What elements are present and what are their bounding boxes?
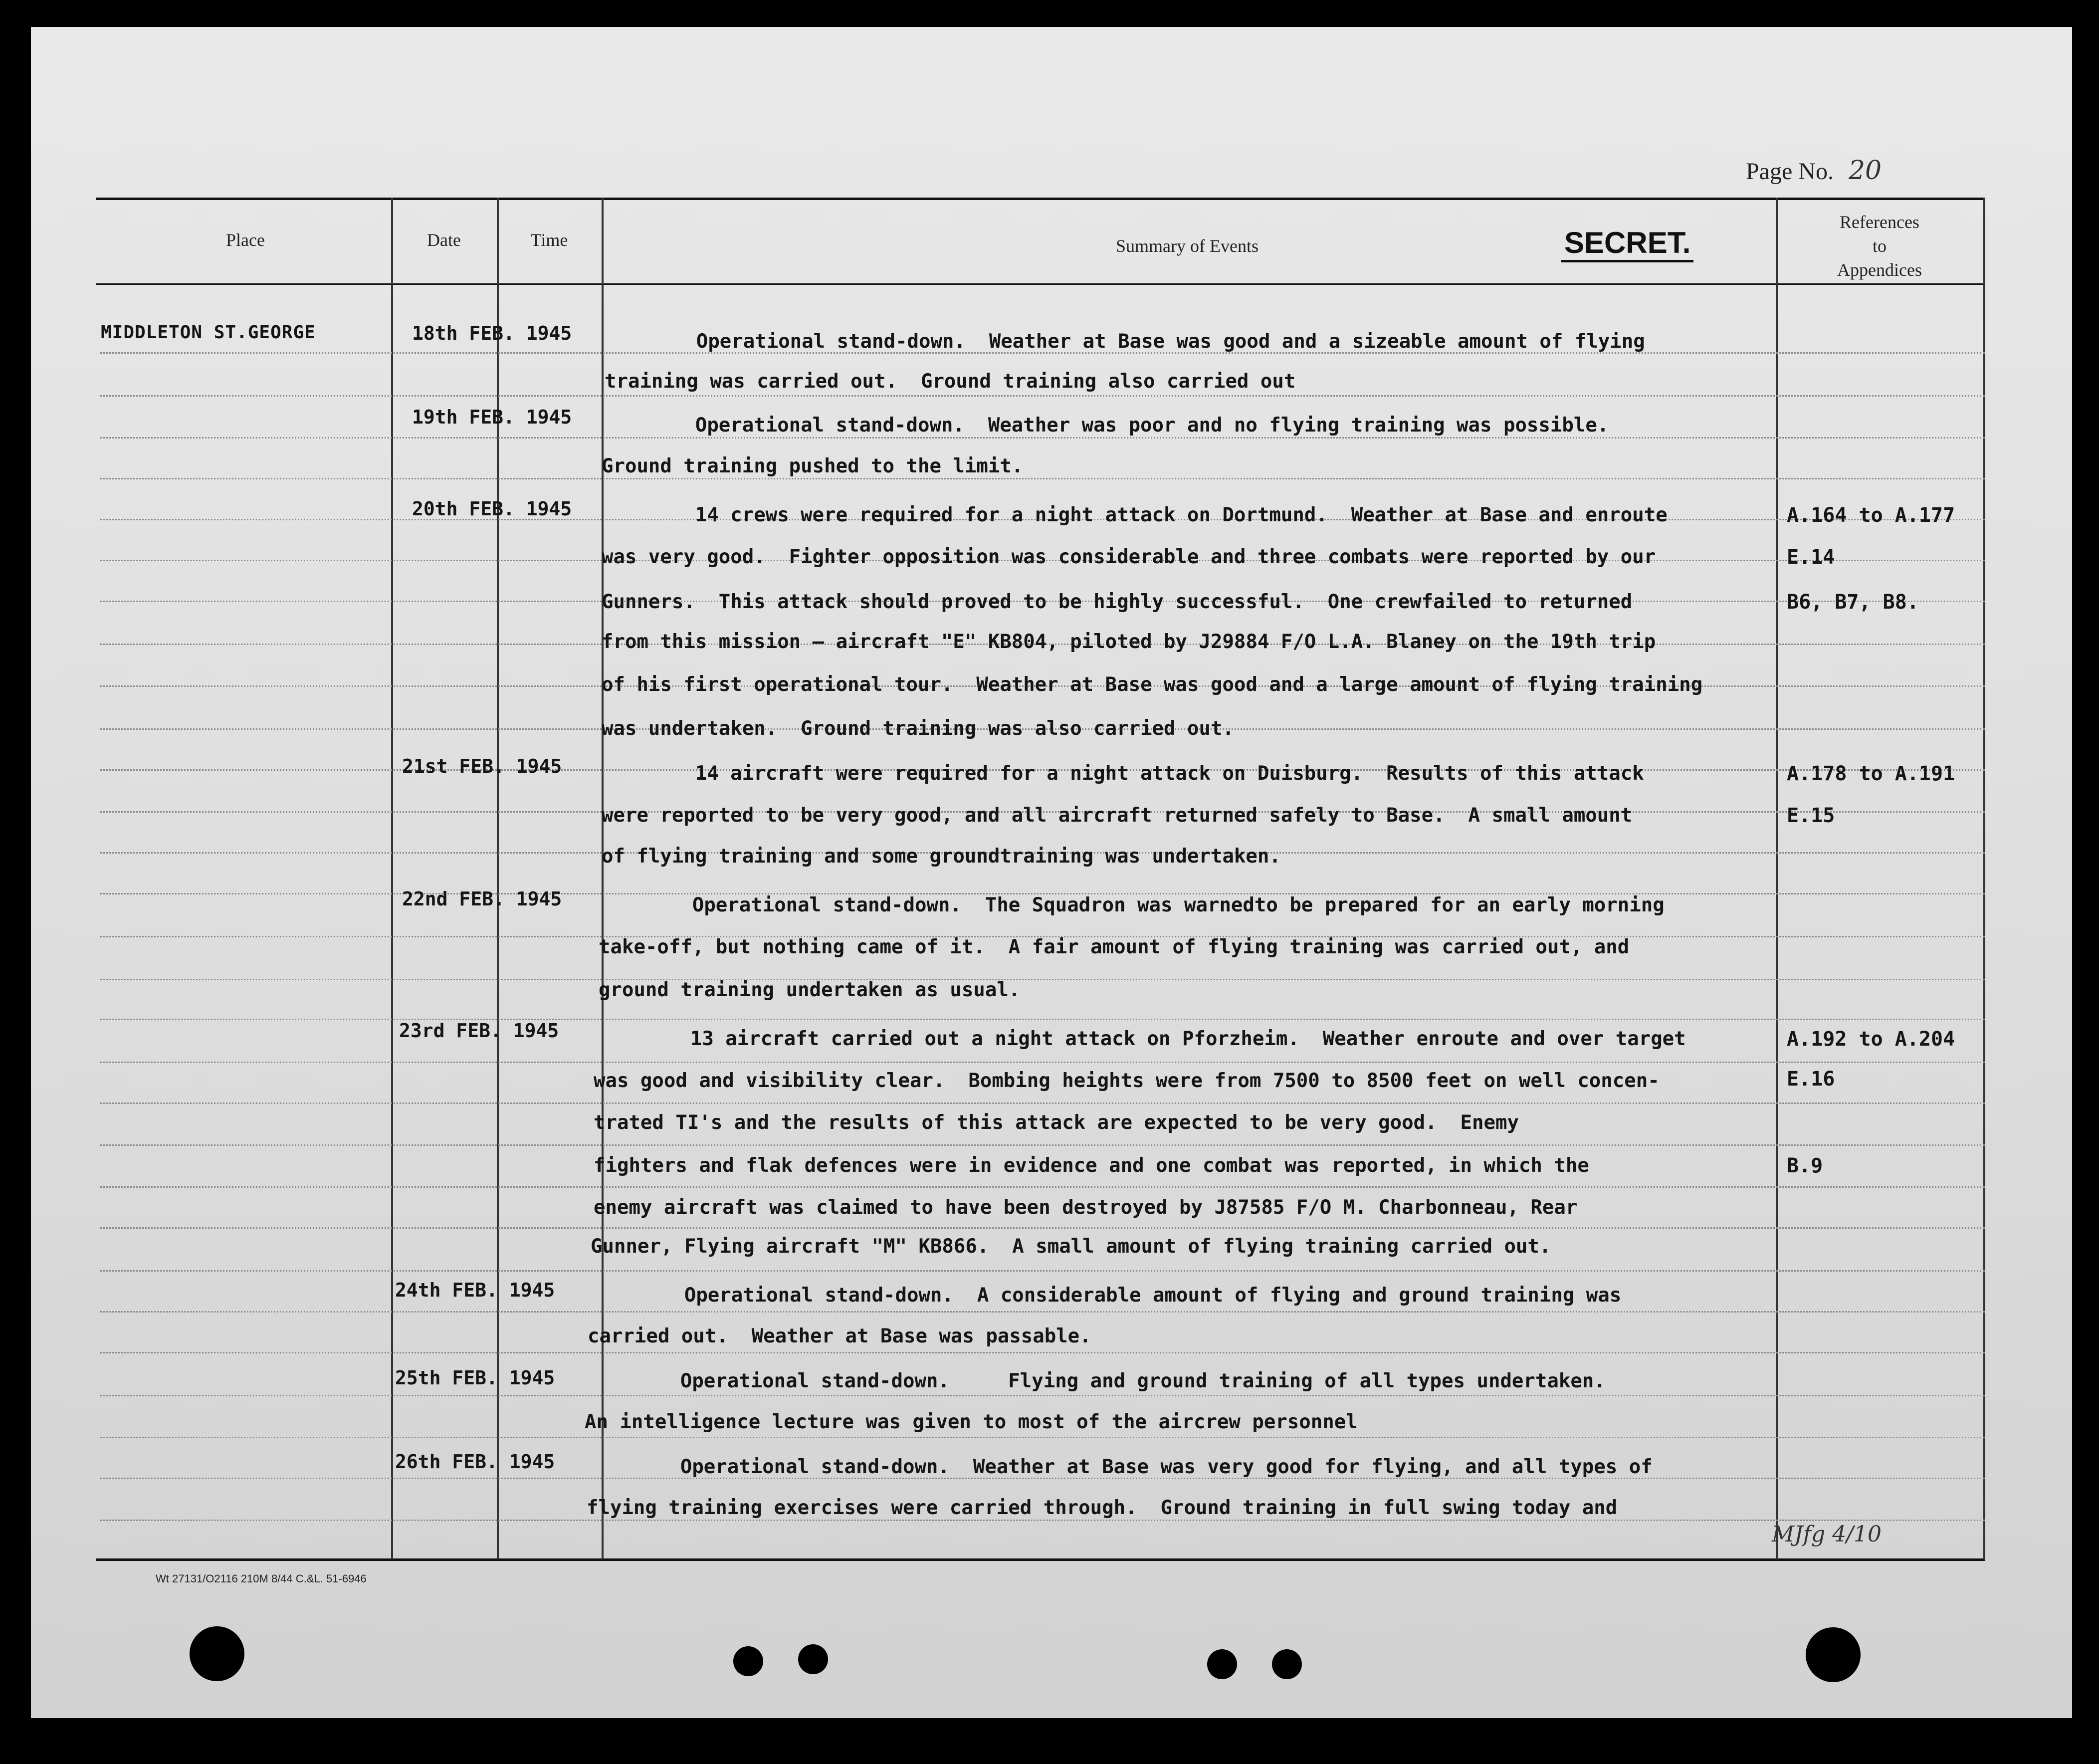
punch-hole bbox=[1272, 1649, 1302, 1679]
summary-line: Gunners. This attack should proved to be highly successful. One crewfailed to returned bbox=[602, 591, 1633, 613]
col-divider-summary bbox=[1776, 198, 1778, 1559]
summary-line: Operational stand-down. Flying and ground training of all types undertaken. bbox=[587, 1370, 1606, 1392]
page-number bbox=[1746, 156, 1882, 186]
row-rule bbox=[100, 1019, 1985, 1020]
secret-stamp: SECRET. bbox=[1561, 225, 1693, 262]
date-entry: 24th FEB. 1945 bbox=[395, 1279, 555, 1301]
punch-hole bbox=[1806, 1627, 1861, 1682]
row-rule bbox=[100, 1144, 1985, 1146]
date-entry: 21st FEB. 1945 bbox=[402, 755, 562, 777]
row-rule bbox=[100, 1311, 1985, 1313]
summary-line: Operational stand-down. Weather at Base was good and a sizeable amount of flying bbox=[603, 330, 1645, 353]
summary-line: training was carried out. Ground training also carried out bbox=[605, 370, 1296, 393]
appendix-reference: E.15 bbox=[1787, 804, 1835, 827]
date-entry: 23rd FEB. 1945 bbox=[399, 1020, 559, 1042]
date-entry: 22nd FEB. 1945 bbox=[402, 888, 562, 910]
summary-line: fighters and flak defences were in evidence and one combat was reported, in which the bbox=[594, 1154, 1589, 1177]
punch-hole bbox=[190, 1626, 244, 1681]
summary-line: Operational stand-down. The Squadron was warnedto be prepared for an early morning bbox=[599, 894, 1665, 916]
date-entry: 19th FEB. 1945 bbox=[412, 406, 572, 428]
col-divider-time bbox=[602, 198, 604, 1559]
summary-line: flying training exercises were carried through. Ground training in full swing today and bbox=[587, 1497, 1618, 1519]
summary-line: An intelligence lecture was given to most of the aircrew personnel bbox=[585, 1411, 1358, 1433]
signature: MJfg 4/10 bbox=[1772, 1522, 1882, 1547]
date-entry: 25th FEB. 1945 bbox=[395, 1367, 555, 1389]
header-place: Place bbox=[226, 230, 265, 250]
header-time: Time bbox=[530, 230, 568, 250]
summary-line: of flying training and some groundtraining was undertaken. bbox=[602, 845, 1281, 868]
appendix-reference: E.16 bbox=[1787, 1068, 1835, 1091]
date-entry: 20th FEB. 1945 bbox=[412, 498, 572, 520]
row-rule bbox=[100, 478, 1985, 479]
row-rule bbox=[100, 1395, 1985, 1396]
summary-line: take-off, but nothing came of it. A fair amount of flying training was carried out, and bbox=[599, 936, 1630, 958]
appendix-reference: B.9 bbox=[1787, 1154, 1823, 1177]
summary-line: was undertaken. Ground training was also carried out. bbox=[602, 717, 1234, 740]
header-ref-line1: References bbox=[1840, 212, 1919, 232]
appendix-reference: E.14 bbox=[1787, 546, 1835, 569]
date-entry: 26th FEB. 1945 bbox=[395, 1451, 555, 1473]
table-top-rule bbox=[96, 198, 1985, 200]
summary-line: trated TI's and the results of this attack are expected to be very good. Enemy bbox=[594, 1111, 1519, 1134]
appendix-reference: A.192 to A.204 bbox=[1787, 1028, 1955, 1051]
row-rule bbox=[100, 1270, 1985, 1272]
punch-hole bbox=[1207, 1649, 1237, 1679]
header-ref-line2: to bbox=[1872, 236, 1887, 256]
row-rule bbox=[100, 1102, 1985, 1104]
header-bottom-rule bbox=[96, 283, 1985, 285]
summary-line: Gunner, Flying aircraft "M" KB866. A small amount of flying training carried out. bbox=[591, 1235, 1551, 1258]
summary-line: carried out. Weather at Base was passable. bbox=[588, 1325, 1091, 1347]
col-divider-place bbox=[391, 198, 393, 1559]
row-rule bbox=[100, 1437, 1985, 1438]
row-rule bbox=[100, 1186, 1985, 1188]
row-rule bbox=[100, 437, 1985, 439]
row-rule bbox=[100, 979, 1985, 980]
table-bottom-rule bbox=[96, 1558, 1985, 1561]
row-rule bbox=[100, 1062, 1985, 1063]
summary-line: ground training undertaken as usual. bbox=[599, 979, 1021, 1001]
header-date: Date bbox=[427, 230, 461, 250]
page-number-label: Page No. bbox=[1746, 158, 1834, 185]
summary-line: from this mission — aircraft "E" KB804, piloted by J29884 F/O L.A. Blaney on the 19th trip bbox=[602, 631, 1656, 653]
row-rule bbox=[100, 395, 1985, 397]
form-footer: Wt 27131/O2116 210M 8/44 C.&L. 51-6946 bbox=[156, 1572, 367, 1585]
place-entry: MIDDLETON ST.GEORGE bbox=[101, 322, 316, 343]
row-rule bbox=[100, 1352, 1985, 1353]
punch-hole bbox=[733, 1646, 763, 1676]
summary-line: were reported to be very good, and all aircraft returned safely to Base. A small amount bbox=[602, 804, 1633, 827]
appendix-reference: A.178 to A.191 bbox=[1787, 762, 1955, 785]
appendix-reference: A.164 to A.177 bbox=[1787, 504, 1955, 527]
date-entry: 18th FEB. 1945 bbox=[412, 322, 572, 344]
summary-line: Operational stand-down. A considerable amount of flying and ground training was bbox=[591, 1284, 1622, 1307]
summary-line: Ground training pushed to the limit. bbox=[602, 455, 1024, 477]
col-divider-date bbox=[497, 198, 499, 1559]
appendix-reference: B6, B7, B8. bbox=[1787, 591, 1919, 614]
page-number-value: 20 bbox=[1848, 156, 1882, 186]
row-rule bbox=[100, 1227, 1985, 1229]
header-summary: Summary of Events bbox=[1116, 236, 1259, 256]
summary-line: 14 crews were required for a night attack on Dortmund. Weather at Base and enroute bbox=[602, 504, 1668, 526]
summary-line: 14 aircraft were required for a night attack on Duisburg. Results of this attack bbox=[602, 762, 1644, 785]
summary-line: Operational stand-down. Weather at Base was very good for flying, and all types of bbox=[587, 1456, 1653, 1478]
summary-line: 13 aircraft carried out a night attack on Pforzheim. Weather enroute and over target bbox=[597, 1028, 1686, 1050]
punch-hole bbox=[798, 1644, 828, 1674]
col-divider-right bbox=[1983, 198, 1985, 1559]
summary-line: of his first operational tour. Weather at Base was good and a large amount of flying training bbox=[602, 673, 1703, 696]
row-rule bbox=[100, 1520, 1985, 1521]
summary-line: was good and visibility clear. Bombing heights were from 7500 to 8500 feet on well concen- bbox=[594, 1070, 1660, 1092]
summary-line: Operational stand-down. Weather was poor and no flying training was possible. bbox=[602, 414, 1609, 437]
summary-line: enemy aircraft was claimed to have been destroyed by J87585 F/O M. Charbonneau, Rear bbox=[594, 1196, 1578, 1219]
header-ref-line3: Appendices bbox=[1837, 260, 1922, 280]
summary-line: was very good. Fighter opposition was considerable and three combats were reported by our bbox=[602, 546, 1656, 568]
